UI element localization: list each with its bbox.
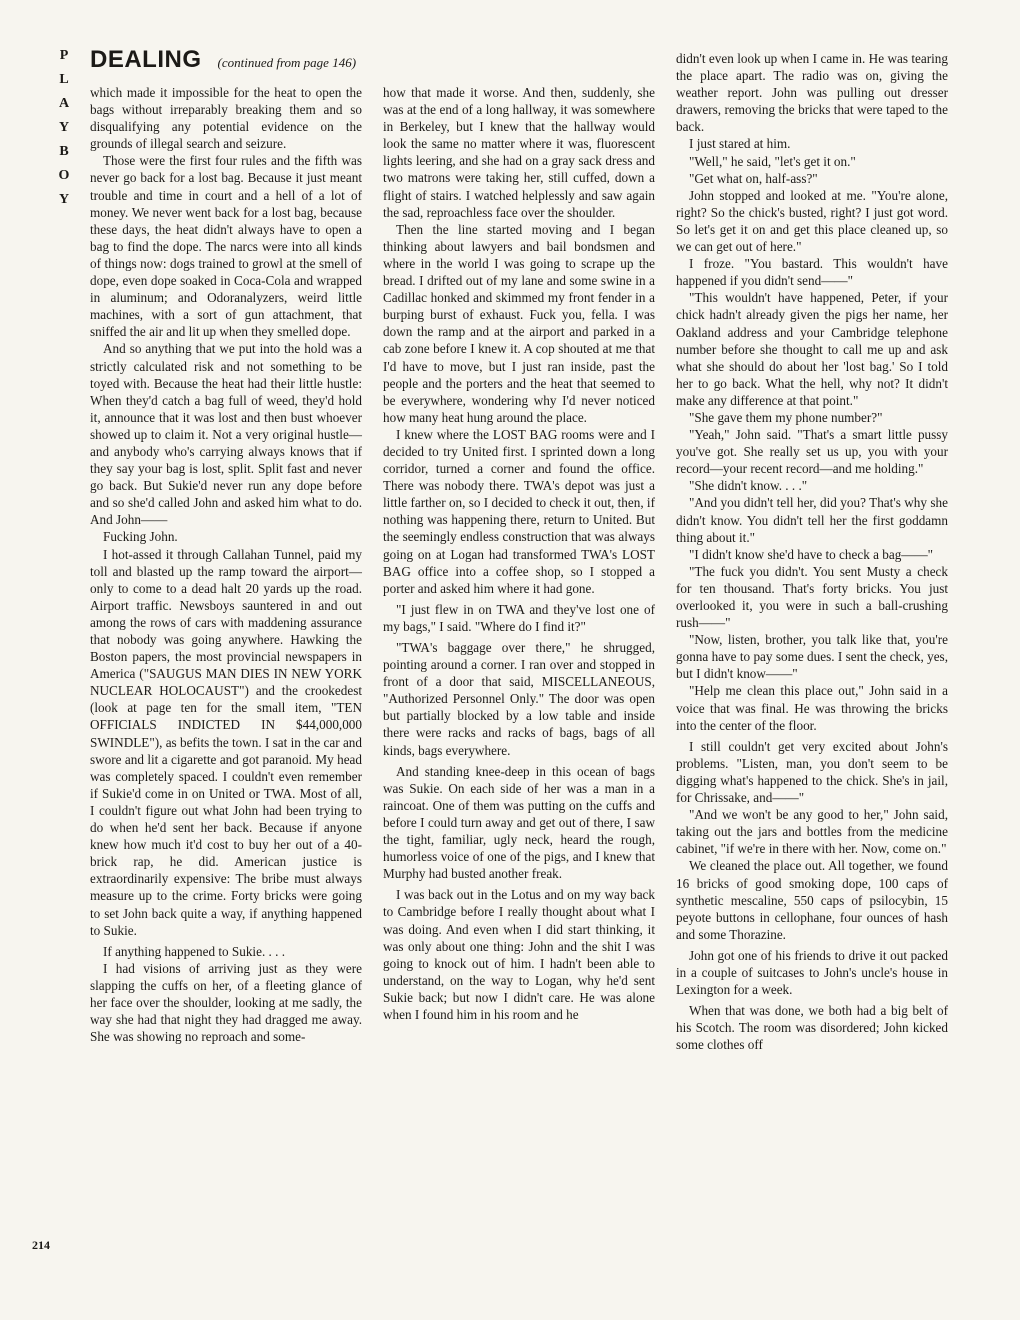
paragraph: And standing knee-deep in this ocean of bags was Sukie. On each side of her was a man in a raincoat. One of them was putting on the cuffs and before I could turn away and get out of there, I saw the tight, familiar, ugly neck, heard the rough, humorless voice of one of the pigs, and I knew that Murphy had busted another freak. (383, 763, 655, 882)
magazine-name-vertical (55, 44, 73, 212)
paragraph: I was back out in the Lotus and on my way back to Cambridge before I really thought about what I was doing. And even when I did start thinking, it was only about one thing: John and the shit I was going to knock out of him. I hadn't been able to understand, on the way to Logan, why he'd sent Sukie back; but now I didn't care. He was alone when I found him in his room and he (383, 887, 655, 1022)
paragraph: "I didn't know she'd have to check a bag——" (689, 546, 934, 562)
paragraph: I had visions of arriving just as they were slapping the cuffs on her, of a fleeting glance of her face over the shoulder, looking at me sadly, the way she had that night they had dragged me away. She was showing no reproach and some- (90, 960, 362, 1045)
paragraph: "She gave them my phone number?" (689, 409, 883, 425)
masthead-letter: A (58, 96, 70, 111)
paragraph: "Get what on, half-ass?" (689, 170, 818, 186)
paragraph: We cleaned the place out. All together, we found 16 bricks of good smoking dope, 100 caps of synthetic mescaline, 550 caps of psilocybin, 15 peyote buttons in cellophane, four ounces of hash and some Thorazine. (676, 858, 948, 942)
masthead-letter: Y (58, 192, 70, 207)
paragraph: When that was done, we both had a big belt of his Scotch. The room was disordered; John kicked some clothes off (676, 1003, 948, 1053)
paragraph: "Yeah," John said. "That's a smart little pussy you've got. She really set us up, you with your record—your recent record—and me holding." (676, 427, 948, 477)
paragraph: "The fuck you didn't. You sent Musty a check for ten thousand. That's forty bricks. You just overlooked it, you were in such a ball-crushing rush——" (676, 563, 948, 631)
masthead-letter: P (59, 48, 69, 63)
paragraph: "She didn't know. . . ." (689, 478, 808, 494)
article-header (90, 46, 356, 78)
masthead-letter: B (59, 144, 69, 159)
paragraph: And so anything that we put into the hold was a strictly calculated risk and not something to be toyed with. Because the heat had their little hustle: When they'd catch a bag full of weed, they'd hold it, announce that it was lost and then bust whoever showed up to claim it. Not a very original hustle—and anybody who's carrying always knows that if they say your bag is lost, split. Split fast and never go back. But Sukie'd never run any dope before and so she'd called John and asked him what to do. And John—— (90, 341, 362, 528)
paragraph: "Help me clean this place out," John said in a voice that was final. He was throwing the bricks into the center of the floor. (676, 683, 948, 733)
paragraph: John got one of his friends to drive it out packed in a couple of suitcases to John's uncle's house in Lexington for a week. (676, 947, 948, 998)
paragraph: I just stared at him. (689, 136, 791, 152)
masthead-letter: O (58, 168, 70, 183)
paragraph: Those were the first four rules and the fifth was never go back for a lost bag. Because it just meant trouble and time in court and a hell of a lot of money. We never went back for a lost bag, because these days, the heat didn't always have to open a bag to find the dope. The narcs were into all kinds of things now: dogs trained to growl at the smell of dope, even dope soaked in Coca-Cola and wrapped in aluminum; and Odoranalyzers, weird little machines, with a sort of gun attachment, that sniffed the air and lit up when they smelled dope. (90, 153, 362, 340)
paragraph: Then the line started moving and I began thinking about lawyers and bail bondsmen and where in the world I was going to scrape up the bread. I drifted out of my lane and some swine in a Cadillac honked and skimmed my front fender in a burping burst of exhaust. Fuck you, fella. I was down the ramp and at the airport and parked in a cab zone before I knew it. A cop shouted at me that I'd have to move, but I just ran inside, past the people and the porters and the heat that seemed to be everywhere, wondering why I'd never noticed how many heat hung around the place. (383, 221, 655, 425)
masthead-letter: Y (58, 120, 70, 135)
text-column-3 (676, 50, 948, 1053)
text-column-1 (90, 84, 362, 1045)
paragraph: "This wouldn't have happened, Peter, if your chick hadn't already given the pigs her name, her Oakland address and your Cambridge telephone number before she thought to call me up and ask what she should do about her 'lost bag.' So I told her to go back. What the hell, why not? It didn't make any difference at that point." (676, 290, 948, 408)
paragraph: Fucking John. (103, 529, 178, 545)
paragraph: I hot-assed it through Callahan Tunnel, paid my toll and blasted up the ramp toward the airport—only to come to a dead halt 20 yards up the road. Airport traffic. Newsboys sauntered in and out among the rows of cars with maddening assurance that nobody was going anywhere. Hawking the Boston papers, the most provincial newspapers in America ("SAUGUS MAN DIES IN NEW YORK NUCLEAR HOLOCAUST") and the crookedest (look at page ten for the small item, "TEN OFFICIALS INDICTED IN $44,000,000 SWINDLE"), as befits the town. I sat in the car and swore and lit a cigarette and got paranoid. My head was completely spaced. I couldn't even remember if Sukie'd come in on United or TWA. Most of all, I couldn't figure out what John had been trying to do when he'd sent her back. Because if anyone knew how much it'd cost to buy her out of a 40-brick rap, he did. American justice is extraordinarily expensive: The bribe must always measure up to the crime. Forty bricks were going to set John back quite a way, if anything happened to Sukie. (90, 546, 362, 938)
paragraph: how that made it worse. And then, suddenly, she was at the end of a long hallway, it was somewhere in Berkeley, but I knew that the hallway would look the same no matter where it was, fluorescent lights leering, and she had on a gray sack dress and two matrons were taking her, still cuffed, down a flight of stairs. I watched helplessly and saw again the sad, reproachless face over the shoulder. (383, 85, 655, 220)
paragraph: If anything happened to Sukie. . . . (103, 943, 286, 959)
paragraph: "And you didn't tell her, did you? That's why she didn't know. You didn't tell her the first goddamn thing about it." (676, 495, 948, 545)
paragraph: "And we won't be any good to her," John said, taking out the jars and bottles from the medicine cabinet, "if we're in there with her. Now, come on." (676, 807, 948, 857)
paragraph: "Now, listen, brother, you talk like that, you're gonna have to pay some dues. I sent the check, yes, but I didn't know——" (676, 632, 948, 682)
text-column-2 (383, 84, 655, 1023)
masthead-letter: L (59, 72, 69, 87)
paragraph: didn't even look up when I came in. He was tearing the place apart. The radio was on, giving the weather report. John was pulling out dresser drawers, removing the bricks that were taped to the back. (676, 51, 948, 135)
paragraph: "I just flew in on TWA and they've lost one of my bags," I said. "Where do I find it?" (383, 601, 655, 634)
paragraph: John stopped and looked at me. "You're alone, right? So the chick's busted, right? I just got word. So let's get it on and get this place cleaned up, so we can get out of here." (676, 187, 948, 255)
paragraph: I knew where the LOST BAG rooms were and I decided to try United first. I sprinted down a long corridor, turned a corner and found the office. There was nobody there. TWA's depot was just a little farther on, so I decided to check it out, then, if nothing was happening there, return to United. But the seemingly endless construction that was always going on at Logan had transformed TWA's LOST BAG office into a coffee shop, so I stopped a porter and asked him where it had gone. (383, 426, 655, 596)
paragraph: I froze. "You bastard. This wouldn't have happened if you didn't send——" (676, 256, 948, 289)
paragraph: "TWA's baggage over there," he shrugged, pointing around a corner. I ran over and stopped in front of a door that said, MISCELLANEOUS, "Authorized Personnel Only." The door was open but partially blocked by a low table and inside there were racks and racks of bags, bags of all kinds, bags everywhere. (383, 640, 655, 758)
paragraph: I still couldn't get very excited about John's problems. "Listen, man, you don't seem to be digging what's happened to the chick. She's in jail, for Chrissake, and——" (676, 738, 948, 806)
article-title: DEALING (90, 46, 202, 73)
paragraph: "Well," he said, "let's get it on." (689, 153, 856, 169)
continued-note: (continued from page 146) (217, 55, 357, 70)
page-number: 214 (32, 1238, 50, 1252)
paragraph: which made it impossible for the heat to open the bags without irreparably breaking them and so disqualifying any potential evidence on the grounds of illegal search and seizure. (90, 85, 362, 152)
